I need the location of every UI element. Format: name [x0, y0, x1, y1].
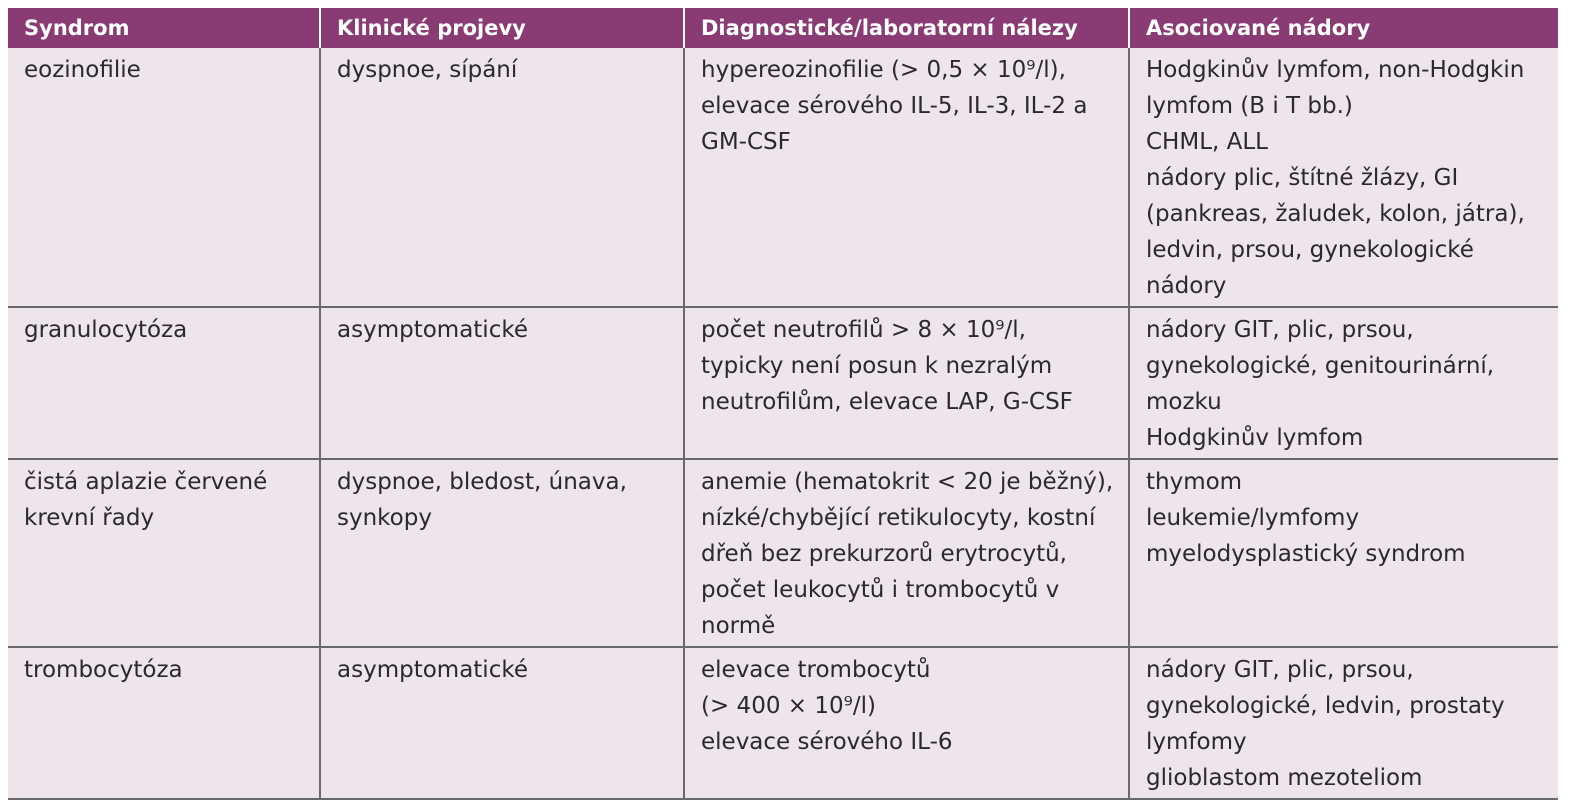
table-row	[8, 459, 1558, 647]
header-asociovane-nadory: Asociované nádory	[1129, 8, 1558, 48]
cell-line: synkopy	[337, 505, 432, 531]
cell-line: ledvin, prsou, gynekologické	[1146, 237, 1474, 263]
table-row	[8, 307, 1558, 459]
cell-line: gynekologické, genitourinární,	[1146, 353, 1495, 379]
cell-line: (> 400 × 10⁹/l)	[701, 693, 876, 719]
cell-projevy	[320, 48, 684, 307]
cell-line: lymfomy	[1146, 729, 1247, 755]
cell-line: krevní řady	[24, 505, 155, 531]
cell-line: thymom	[1146, 469, 1243, 495]
cell-line: granulocytóza	[24, 317, 188, 343]
cell-line: gynekologické, ledvin, prostaty	[1146, 693, 1505, 719]
cell-line: elevace sérového IL-6	[701, 729, 953, 755]
header-row	[8, 8, 1558, 48]
cell-line: normě	[701, 613, 776, 639]
cell-line: GM-CSF	[701, 129, 791, 155]
cell-line: nízké/chybějící retikulocyty, kostní	[701, 505, 1096, 531]
cell-line: leukemie/lymfomy	[1146, 505, 1360, 531]
cell-line: Hodgkinův lymfom	[1146, 425, 1364, 451]
cell-line: typicky není posun k nezralým	[701, 353, 1053, 379]
cell-line: glioblastom mezoteliom	[1146, 765, 1423, 791]
cell-line: dyspnoe, bledost, únava,	[337, 469, 627, 495]
cell-nalezy	[684, 459, 1129, 647]
cell-nadory	[1129, 459, 1558, 647]
table-header	[8, 8, 1558, 48]
cell-nalezy	[684, 307, 1129, 459]
cell-line: elevace sérového IL-5, IL-3, IL-2 a	[701, 93, 1088, 119]
cell-syndrom	[8, 48, 320, 307]
cell-line: dřeň bez prekurzorů erytrocytů,	[701, 541, 1067, 567]
cell-line: dyspnoe, sípání	[337, 57, 518, 83]
cell-line: počet leukocytů i trombocytů v	[701, 577, 1060, 603]
header-diagnosticke-nalezy: Diagnostické/laboratorní nálezy	[684, 8, 1129, 48]
cell-line: CHML, ALL	[1146, 129, 1268, 155]
table-row	[8, 647, 1558, 799]
cell-line: anemie (hematokrit < 20 je běžný),	[701, 469, 1114, 495]
cell-line: neutrofilům, elevace LAP, G-CSF	[701, 389, 1073, 415]
paraneoplastic-syndromes-table	[8, 8, 1558, 800]
cell-line: asymptomatické	[337, 657, 528, 683]
cell-projevy	[320, 307, 684, 459]
cell-line: počet neutrofilů > 8 × 10⁹/l,	[701, 317, 1026, 343]
cell-line: elevace trombocytů	[701, 657, 931, 683]
table-body	[8, 48, 1558, 799]
cell-line: mozku	[1146, 389, 1222, 415]
header-klinicke-projevy: Klinické projevy	[320, 8, 684, 48]
cell-line: nádory plic, štítné žlázy, GI	[1146, 165, 1459, 191]
cell-nalezy	[684, 48, 1129, 307]
cell-syndrom	[8, 647, 320, 799]
cell-line: nádory GIT, plic, prsou,	[1146, 657, 1414, 683]
cell-line: asymptomatické	[337, 317, 528, 343]
cell-line: lymfom (B i T bb.)	[1146, 93, 1353, 119]
cell-syndrom	[8, 307, 320, 459]
cell-line: nádory	[1146, 273, 1227, 299]
paraneoplastic-table-container	[8, 8, 1558, 792]
cell-syndrom	[8, 459, 320, 647]
cell-line: hypereozinofilie (> 0,5 × 10⁹/l),	[701, 57, 1066, 83]
cell-line: Hodgkinův lymfom, non-Hodgkin	[1146, 57, 1525, 83]
cell-projevy	[320, 647, 684, 799]
cell-line: trombocytóza	[24, 657, 183, 683]
cell-line: eozinofilie	[24, 57, 141, 83]
cell-projevy	[320, 459, 684, 647]
cell-nadory	[1129, 48, 1558, 307]
cell-line: (pankreas, žaludek, kolon, játra),	[1146, 201, 1525, 227]
cell-line: nádory GIT, plic, prsou,	[1146, 317, 1414, 343]
header-syndrom: Syndrom	[8, 8, 320, 48]
cell-nalezy	[684, 647, 1129, 799]
table-row	[8, 48, 1558, 307]
cell-nadory	[1129, 647, 1558, 799]
cell-line: čistá aplazie červené	[24, 469, 268, 495]
cell-nadory	[1129, 307, 1558, 459]
cell-line: myelodysplastický syndrom	[1146, 541, 1466, 567]
